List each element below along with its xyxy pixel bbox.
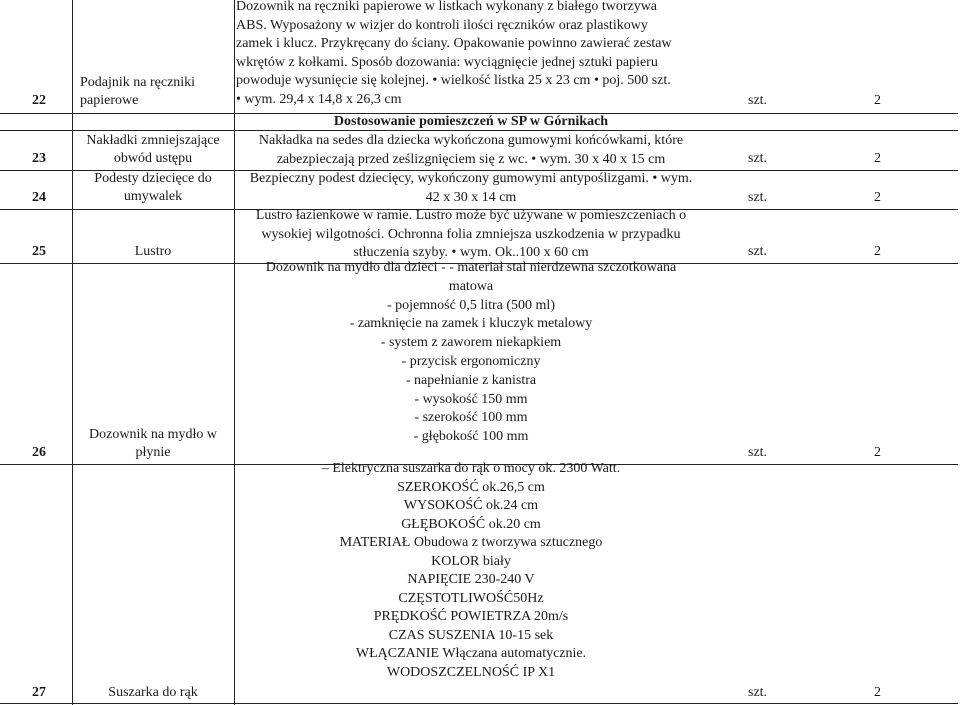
- item-description: Nakładka na sedes dla dziecka wykończona gumowymi końcówkami, które zabezpieczają przed ześlizgnięciem się z wc. • wym. 30 x 40 x 15 cm: [258, 133, 684, 167]
- item-description: – Elektryczna suszarka do rąk o mocy ok. 2300 Watt. SZEROKOŚĆ ok.26,5 cm WYSOKOŚĆ ok.24 cm GŁĘBOKOŚĆ ok.20 cm MATERIAŁ Obudowa z tworzywa sztucznego KOLOR biały NAPIĘCIE 230-240 V CZĘSTOTLIWOŚĆ50Hz PRĘDKOŚĆ POWIETRZA 20m/s CZAS SUSZENIA 10-15 sek WŁĄCZANIE Włączana automatycznie. WODOSZCZELNOŚĆ IP X1: [321, 461, 621, 680]
- item-description: Dozownik na mydło dla dzieci - - materiał stal nierdzewna szczotkowana matowa - pojemność 0,5 litra (500 ml) - zamknięcie na zamek i kluczyk metalowy - system z zaworem niekapkiem - przycisk ergonomiczny - napełnianie z kanistra - wysokość 150 mm - szerokość 100 mm - głębokość 100 mm: [265, 260, 677, 445]
- unit: szt.: [748, 445, 768, 460]
- item-name: Lustro: [134, 244, 172, 259]
- row-number: 25: [32, 244, 46, 259]
- unit: szt.: [748, 151, 768, 166]
- item-description: Dozownik na ręczniki papierowe w listkach wykonany z białego tworzywa ABS. Wyposażony w wizjer do kontroli ilości ręczników oraz plastikowy zamek i klucz. Przykręcany do ściany. Opakowanie powinno zawierać zestaw wkrętów z kołkami. Sposób dozowania: wyciągnięcie jednej sztuki papieru powoduje wysunięcie się kolejnej. • wielkość listka 25 x 23 cm • poj. 500 szt. • wym. 29,4 x 14,8 x 26,3 cm: [236, 0, 672, 107]
- quantity: 2: [874, 685, 881, 700]
- quantity: 2: [874, 445, 881, 460]
- item-name: Suszarka do rąk: [108, 685, 198, 700]
- quantity: 2: [874, 244, 881, 259]
- unit: szt.: [748, 93, 768, 108]
- row-number: 27: [32, 685, 46, 700]
- quantity: 2: [874, 151, 881, 166]
- quantity: 2: [874, 190, 881, 205]
- item-description: Lustro łazienkowe w ramie. Lustro może być używane w pomieszczeniach o wysokiej wilgotności. Ochronna folia zmniejsza uszkodzenia w przypadku stłuczenia szyby. • wym. Ok..100 x 60 cm: [255, 208, 687, 260]
- row-number: 23: [32, 151, 46, 166]
- item-description: Bezpieczny podest dziecięcy, wykończony gumowymi antypoślizgami. • wym. 42 x 30 x 14 cm: [249, 171, 693, 205]
- row-divider: [0, 703, 958, 704]
- unit: szt.: [748, 244, 768, 259]
- unit: szt.: [748, 685, 768, 700]
- row-number: 24: [32, 190, 46, 205]
- item-name: Dozownik na mydło w płynie: [89, 427, 217, 460]
- item-name: Podajnik na ręczniki papierowe: [80, 75, 196, 108]
- unit: szt.: [748, 190, 768, 205]
- row-number: 26: [32, 445, 46, 460]
- item-name: Podesty dziecięce do umywalek: [94, 171, 212, 204]
- section-header: Dostosowanie pomieszczeń w SP w Górnikach: [333, 114, 609, 129]
- quantity: 2: [874, 93, 881, 108]
- row-number: 22: [32, 93, 46, 108]
- item-name: Nakładki zmniejszające obwód ustępu: [86, 133, 220, 166]
